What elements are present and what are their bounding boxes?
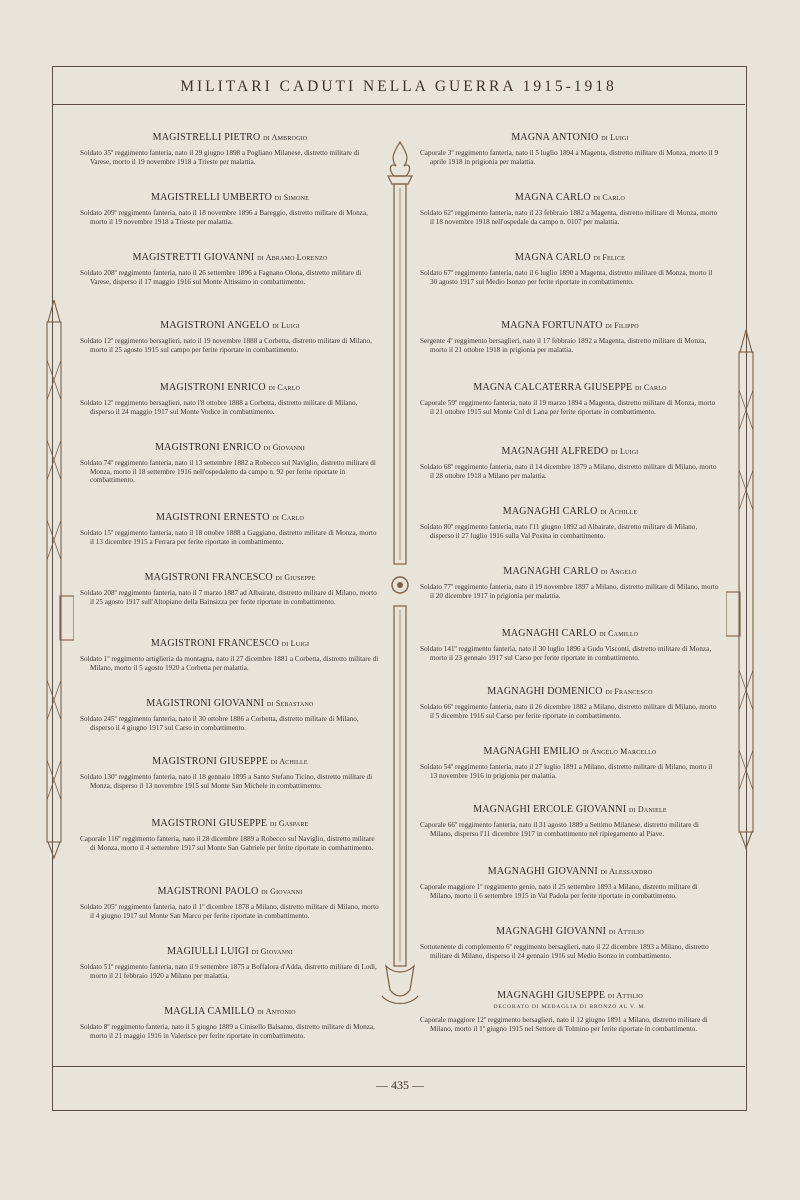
surname-given: MAGNAGHI CARLO xyxy=(501,628,597,639)
entry-name xyxy=(420,446,720,457)
entry xyxy=(420,320,720,354)
entry xyxy=(420,252,720,286)
right-fasces-ornament xyxy=(726,330,766,850)
entry xyxy=(420,506,720,540)
torch-ornament xyxy=(380,140,420,1020)
page-number: — 435 — xyxy=(376,1078,424,1092)
footer-rule xyxy=(52,1066,745,1067)
surname-given: MAGISTRONI ENRICO xyxy=(159,382,266,393)
entry-name xyxy=(420,990,720,1001)
entry-text: Caporale 116º reggimento fanteria, nato il 28 dicembre 1889 a Robecco sul Naviglio, distretto militare di Monza, morto il 4 settembre 1917 sul Monte San Gabriele per ferite riportate in combattimento. xyxy=(80,835,375,852)
entry-name xyxy=(80,382,380,393)
entry-name xyxy=(420,746,720,757)
father-name: di Achille xyxy=(600,507,638,516)
entry-name xyxy=(80,946,380,957)
surname-given: MAGISTRELLI PIETRO xyxy=(152,132,261,143)
entry-name xyxy=(80,192,380,203)
entry-text: Soldato 130º reggimento fanteria, nato il 18 gennaio 1895 a Santo Stefano Ticino, distretto militare di Monza, disperso il 13 novembre 1915 sul Monte San Michele in combattimento. xyxy=(80,773,373,790)
entry xyxy=(80,698,380,732)
entry xyxy=(420,866,720,900)
entry xyxy=(420,446,720,480)
entry-name xyxy=(80,638,380,649)
entry xyxy=(420,132,720,166)
father-name: di Luigi xyxy=(281,639,310,648)
surname-given: MAGISTRONI ERNESTO xyxy=(155,512,270,523)
entry xyxy=(420,990,720,1033)
father-name: di Giuseppe xyxy=(275,573,316,582)
entry-name xyxy=(420,686,720,697)
entry-text: Soldato 74º reggimento fanteria, nato il 13 settembre 1882 a Robecco sul Naviglio, distretto militare di Monza, morto il 18 settembre 1916 nell'ospedaletto da campo n. 92 per ferite riportate in combattimento. xyxy=(80,459,376,485)
entry xyxy=(420,628,720,662)
father-name: di Ambrogio xyxy=(263,133,308,142)
surname-given: MAGNAGHI GIUSEPPE xyxy=(497,990,606,1001)
father-name: di Sebastano xyxy=(266,699,314,708)
father-name: di Felice xyxy=(593,253,626,262)
entry xyxy=(80,320,380,354)
father-name: di Abramo Lorenzo xyxy=(257,253,328,262)
entry xyxy=(80,382,380,416)
entry-text: Soldato 208º reggimento fanteria, nato il 26 settembre 1896 a Fagnano Olona, distretto militare di Varese, disperso il 17 maggio 1916 sul Monte Altissimo in combattimento. xyxy=(80,269,362,286)
father-name: di Luigi xyxy=(272,321,300,330)
entry-text: Caporale 66º reggimento fanteria, nato il 31 agosto 1889 a Settimo Milanese, distretto militare di Milano, disperso l'11 dicembre 1917 in combattimento nel ripiegamento al Piave. xyxy=(420,821,699,838)
surname-given: MAGNAGHI CARLO xyxy=(503,566,599,577)
entry xyxy=(420,746,720,780)
entry-name xyxy=(420,866,720,877)
entry-text: Soldato 80º reggimento fanteria, nato l'11 giugno 1892 ad Albairate, distretto militare di Milano, disperso il 27 luglio 1916 sulla Val Posina in combattimento. xyxy=(420,523,698,540)
entry xyxy=(80,132,380,166)
entry xyxy=(80,512,380,546)
surname-given: MAGISTRONI FRANCESCO xyxy=(150,638,279,649)
surname-given: MAGNAGHI CARLO xyxy=(502,506,598,517)
entry xyxy=(420,926,720,960)
surname-given: MAGNAGHI DOMENICO xyxy=(487,686,603,697)
surname-given: MAGNAGHI ERCOLE GIOVANNI xyxy=(473,804,627,815)
entry-text: Soldato 77º reggimento fanteria, nato il 19 novembre 1897 a Milano, distretto militare di Milano, morto il 20 dicembre 1917 in prigionia per malattia. xyxy=(420,583,719,600)
father-name: di Carlo xyxy=(635,383,667,392)
father-name: di Giovanni xyxy=(251,947,293,956)
entry-name xyxy=(420,252,720,263)
father-name: di Giovanni xyxy=(261,887,303,896)
father-name: di Camillo xyxy=(599,629,639,638)
father-name: di Angelo Marcello xyxy=(582,747,657,756)
father-name: di Gaspare xyxy=(269,819,309,828)
surname-given: MAGIULLI LUIGI xyxy=(167,946,250,957)
surname-given: MAGISTRELLI UMBERTO xyxy=(150,192,273,203)
entry-name xyxy=(420,320,720,331)
surname-given: MAGNAGHI GIOVANNI xyxy=(496,926,607,937)
entry xyxy=(80,252,380,286)
left-fasces-ornament xyxy=(34,300,74,860)
father-name: di Carlo xyxy=(272,513,304,522)
entry-name xyxy=(80,756,380,767)
entry-name xyxy=(420,192,720,203)
father-name: di Attilio xyxy=(608,927,644,936)
entry xyxy=(80,572,380,606)
entry-text: Soldato 67º reggimento fanteria, nato il 6 luglio 1890 a Magenta, distretto militare di Monza, morto il 30 agosto 1917 sul Medio Isonzo per ferite riportate in combattimento. xyxy=(420,269,713,286)
entry-name xyxy=(420,382,720,393)
entry-name xyxy=(80,886,380,897)
entry-name xyxy=(80,442,380,453)
surname-given: MAGNA CARLO xyxy=(514,252,591,263)
entry-text: Soldato 68º reggimento fanteria, nato il 14 dicembre 1879 a Milano, distretto militare di Milano, morto il 28 ottobre 1918 a Milano per malattia. xyxy=(420,463,717,480)
father-name: di Achille xyxy=(270,757,308,766)
entry xyxy=(80,1006,380,1040)
entry-name xyxy=(80,252,380,263)
father-name: di Angelo xyxy=(600,567,637,576)
surname-given: MAGISTRONI ANGELO xyxy=(160,320,270,331)
father-name: di Alessandro xyxy=(600,867,653,876)
entry-text: Soldato 8º reggimento fanteria, nato il 5 giugno 1889 a Cinisello Balsamo, distretto militare di Monza, morto il 21 maggio 1916 in Valerisce per ferite riportate in combattimento. xyxy=(80,1023,375,1040)
entry-name xyxy=(420,628,720,639)
surname-given: MAGLIA CAMILLO xyxy=(164,1006,255,1017)
entry xyxy=(80,756,380,790)
surname-given: MAGNA CALCATERRA GIUSEPPE xyxy=(473,382,633,393)
entry-text: Soldato 12º reggimento bersaglieri, nato il 19 novembre 1888 a Corbetta, distretto militare di Milano, morto il 25 agosto 1915 sul campo per ferite riportate in combattimento. xyxy=(80,337,372,354)
page-title: MILITARI CADUTI NELLA GUERRA 1915-1918 xyxy=(180,78,617,95)
entry-text: Soldato 208º reggimento fanteria, nato il 7 marzo 1887 ad Albairate, distretto militare di Milano, morto il 25 agosto 1917 sull'Altopiano della Bainsizza per ferite riportate in combattimento. xyxy=(80,589,377,606)
entry xyxy=(80,946,380,980)
entry-text: Caporale maggiore 1º reggimento genio, nato il 25 settembre 1893 a Milano, distretto militare di Milano, morto il 6 settembre 1915 in Val Padola per ferite riportate in combattimento. xyxy=(420,883,698,900)
surname-given: MAGNAGHI GIOVANNI xyxy=(487,866,598,877)
entry-name xyxy=(80,320,380,331)
surname-given: MAGISTRONI ENRICO xyxy=(155,442,261,453)
father-name: di Giovanni xyxy=(263,443,305,452)
entry xyxy=(420,566,720,600)
decoration-note: DECORATO DI MEDAGLIA DI BRONZO AL V. M. xyxy=(493,1004,647,1010)
entry-name xyxy=(420,926,720,937)
father-name: di Antonio xyxy=(257,1007,296,1016)
entry xyxy=(80,818,380,852)
title-bar xyxy=(52,66,745,105)
entry-text: Soldato 51º reggimento fanteria, nato il 9 settembre 1875 a Boffalora d'Adda, distretto militare di Lodi, morto il 21 febbraio 1920 a Milano per malattia. xyxy=(80,963,377,980)
entry-text: Caporale 3º reggimento fanteria, nato il 5 luglio 1894 a Magenta, distretto militare di Monza, morto il 9 aprile 1918 in prigionia per malattia. xyxy=(420,149,719,166)
surname-given: MAGNAGHI EMILIO xyxy=(483,746,580,757)
entry-name xyxy=(80,512,380,523)
surname-given: MAGISTRETTI GIOVANNI xyxy=(132,252,255,263)
entry-text: Soldato 205º reggimento fanteria, nato il 1º dicembre 1878 a Milano, distretto militare di Milano, morto il 4 giugno 1917 sul Monte San Marco per ferite riportate in combattimento. xyxy=(80,903,379,920)
father-name: di Simone xyxy=(274,193,310,202)
entry-name xyxy=(420,804,720,815)
entry-name xyxy=(420,566,720,577)
father-name: di Carlo xyxy=(268,383,301,392)
entry-text: Soldato 245º reggimento fanteria, nato il 30 ottobre 1886 a Corbetta, distretto militare di Milano, disperso il 4 giugno 1917 sul Carso in combattimento. xyxy=(80,715,359,732)
entry-text: Caporale maggiore 12º reggimento bersaglieri, nato il 12 giugno 1891 a Milano, distretto militare di Milano, morto il 1º giugno 1915 nel Settore di Tolmino per ferite riportate in combattimento. xyxy=(420,1016,708,1033)
entry-text: Sottotenente di complemento 6º reggimento bersaglieri, nato il 22 dicembre 1893 a Milano, distretto militare di Milano, disperso il 24 gennaio 1916 sul Medio Isonzo in combattimento. xyxy=(420,943,709,960)
entry-text: Soldato 1º reggimento artiglieria da montagna, nato il 27 dicembre 1881 a Corbetta, distretto militare di Milano, morto il 5 agosto 1920 a Corbetta per malattia. xyxy=(80,655,379,672)
entry-name xyxy=(80,572,380,583)
entry-text: Soldato 66º reggimento fanteria, nato il 26 dicembre 1882 a Milano, distretto militare di Milano, morto il 5 dicembre 1916 sul Carso per ferite riportate in combattimento. xyxy=(420,703,717,720)
father-name: di Daniele xyxy=(628,805,667,814)
surname-given: MAGNAGHI ALFREDO xyxy=(501,446,609,457)
entry-text: Soldato 209º reggimento fanteria, nato il 18 novembre 1896 a Bareggio, distretto militare di Monza, morto il 19 novembre 1918 a Trieste per malattia. xyxy=(80,209,368,226)
surname-given: MAGISTRONI PAOLO xyxy=(157,886,259,897)
entry xyxy=(420,382,720,416)
entry xyxy=(420,686,720,720)
surname-given: MAGISTRONI GIOVANNI xyxy=(146,698,265,709)
father-name: di Filippo xyxy=(605,321,639,330)
entry-text: Soldato 15º reggimento fanteria, nato il 18 ottobre 1888 a Gaggiano, distretto militare di Monza, morto il 13 dicembre 1915 a Ferrara per ferite riportate in combattimento. xyxy=(80,529,377,546)
father-name: di Luigi xyxy=(601,133,629,142)
surname-given: MAGNA CARLO xyxy=(514,192,591,203)
father-name: di Carlo xyxy=(593,193,626,202)
entry-name xyxy=(80,1006,380,1017)
entry xyxy=(420,804,720,838)
entry-name xyxy=(80,698,380,709)
entry-text: Soldato 54º reggimento fanteria, nato il 27 luglio 1891 a Milano, distretto militare di Milano, morto il 13 novembre 1916 in prigionia per malattia. xyxy=(420,763,713,780)
surname-given: MAGNA FORTUNATO xyxy=(501,320,603,331)
surname-given: MAGISTRONI GIUSEPPE xyxy=(152,756,269,767)
entry-name xyxy=(420,132,720,143)
entry-text: Soldato 12º reggimento bersaglieri, nato l'8 ottobre 1888 a Corbetta, distretto militare di Milano, disperso il 24 maggio 1917 sul Monte Vodice in combattimento. xyxy=(80,399,358,416)
entry-name xyxy=(420,506,720,517)
surname-given: MAGNA ANTONIO xyxy=(511,132,599,143)
entry xyxy=(80,442,380,485)
surname-given: MAGISTRONI FRANCESCO xyxy=(144,572,273,583)
entry xyxy=(80,192,380,226)
entry xyxy=(80,638,380,672)
father-name: di Francesco xyxy=(605,687,653,696)
entry-text: Soldato 62º reggimento fanteria, nato il 23 febbraio 1882 a Magenta, distretto militare di Monza, morto il 18 novembre 1918 nell'ospedale da campo n. 0107 per malattia. xyxy=(420,209,718,226)
entry xyxy=(80,886,380,920)
father-name: di Luigi xyxy=(611,447,639,456)
entry-name xyxy=(80,818,380,829)
entry xyxy=(420,192,720,226)
father-name: di Attilio xyxy=(607,991,643,1000)
entry-text: Sergente 4º reggimento bersaglieri, nato il 17 febbraio 1892 a Magenta, distretto militare di Monza, morto il 21 ottobre 1918 in prigionia per malattia. xyxy=(420,337,707,354)
entry-name xyxy=(80,132,380,143)
entry-text: Soldato 35º reggimento fanteria, nato il 29 giugno 1898 a Pogliano Milanese, distretto militare di Varese, morto il 19 novembre 1918 a Trieste per malattia. xyxy=(80,149,360,166)
entry-text: Caporale 59º reggimento fanteria, nato il 19 marzo 1894 a Magenta, distretto militare di Monza, morto il 21 ottobre 1915 sul Monte Col di Lana per ferite riportate in combattimento. xyxy=(420,399,716,416)
entry-text: Soldato 141º reggimento fanteria, nato il 30 luglio 1896 a Gudo Visconti, distretto militare di Monza, morto il 23 gennaio 1917 sul Carso per ferite riportate in combattimento. xyxy=(420,645,712,662)
surname-given: MAGISTRONI GIUSEPPE xyxy=(151,818,268,829)
